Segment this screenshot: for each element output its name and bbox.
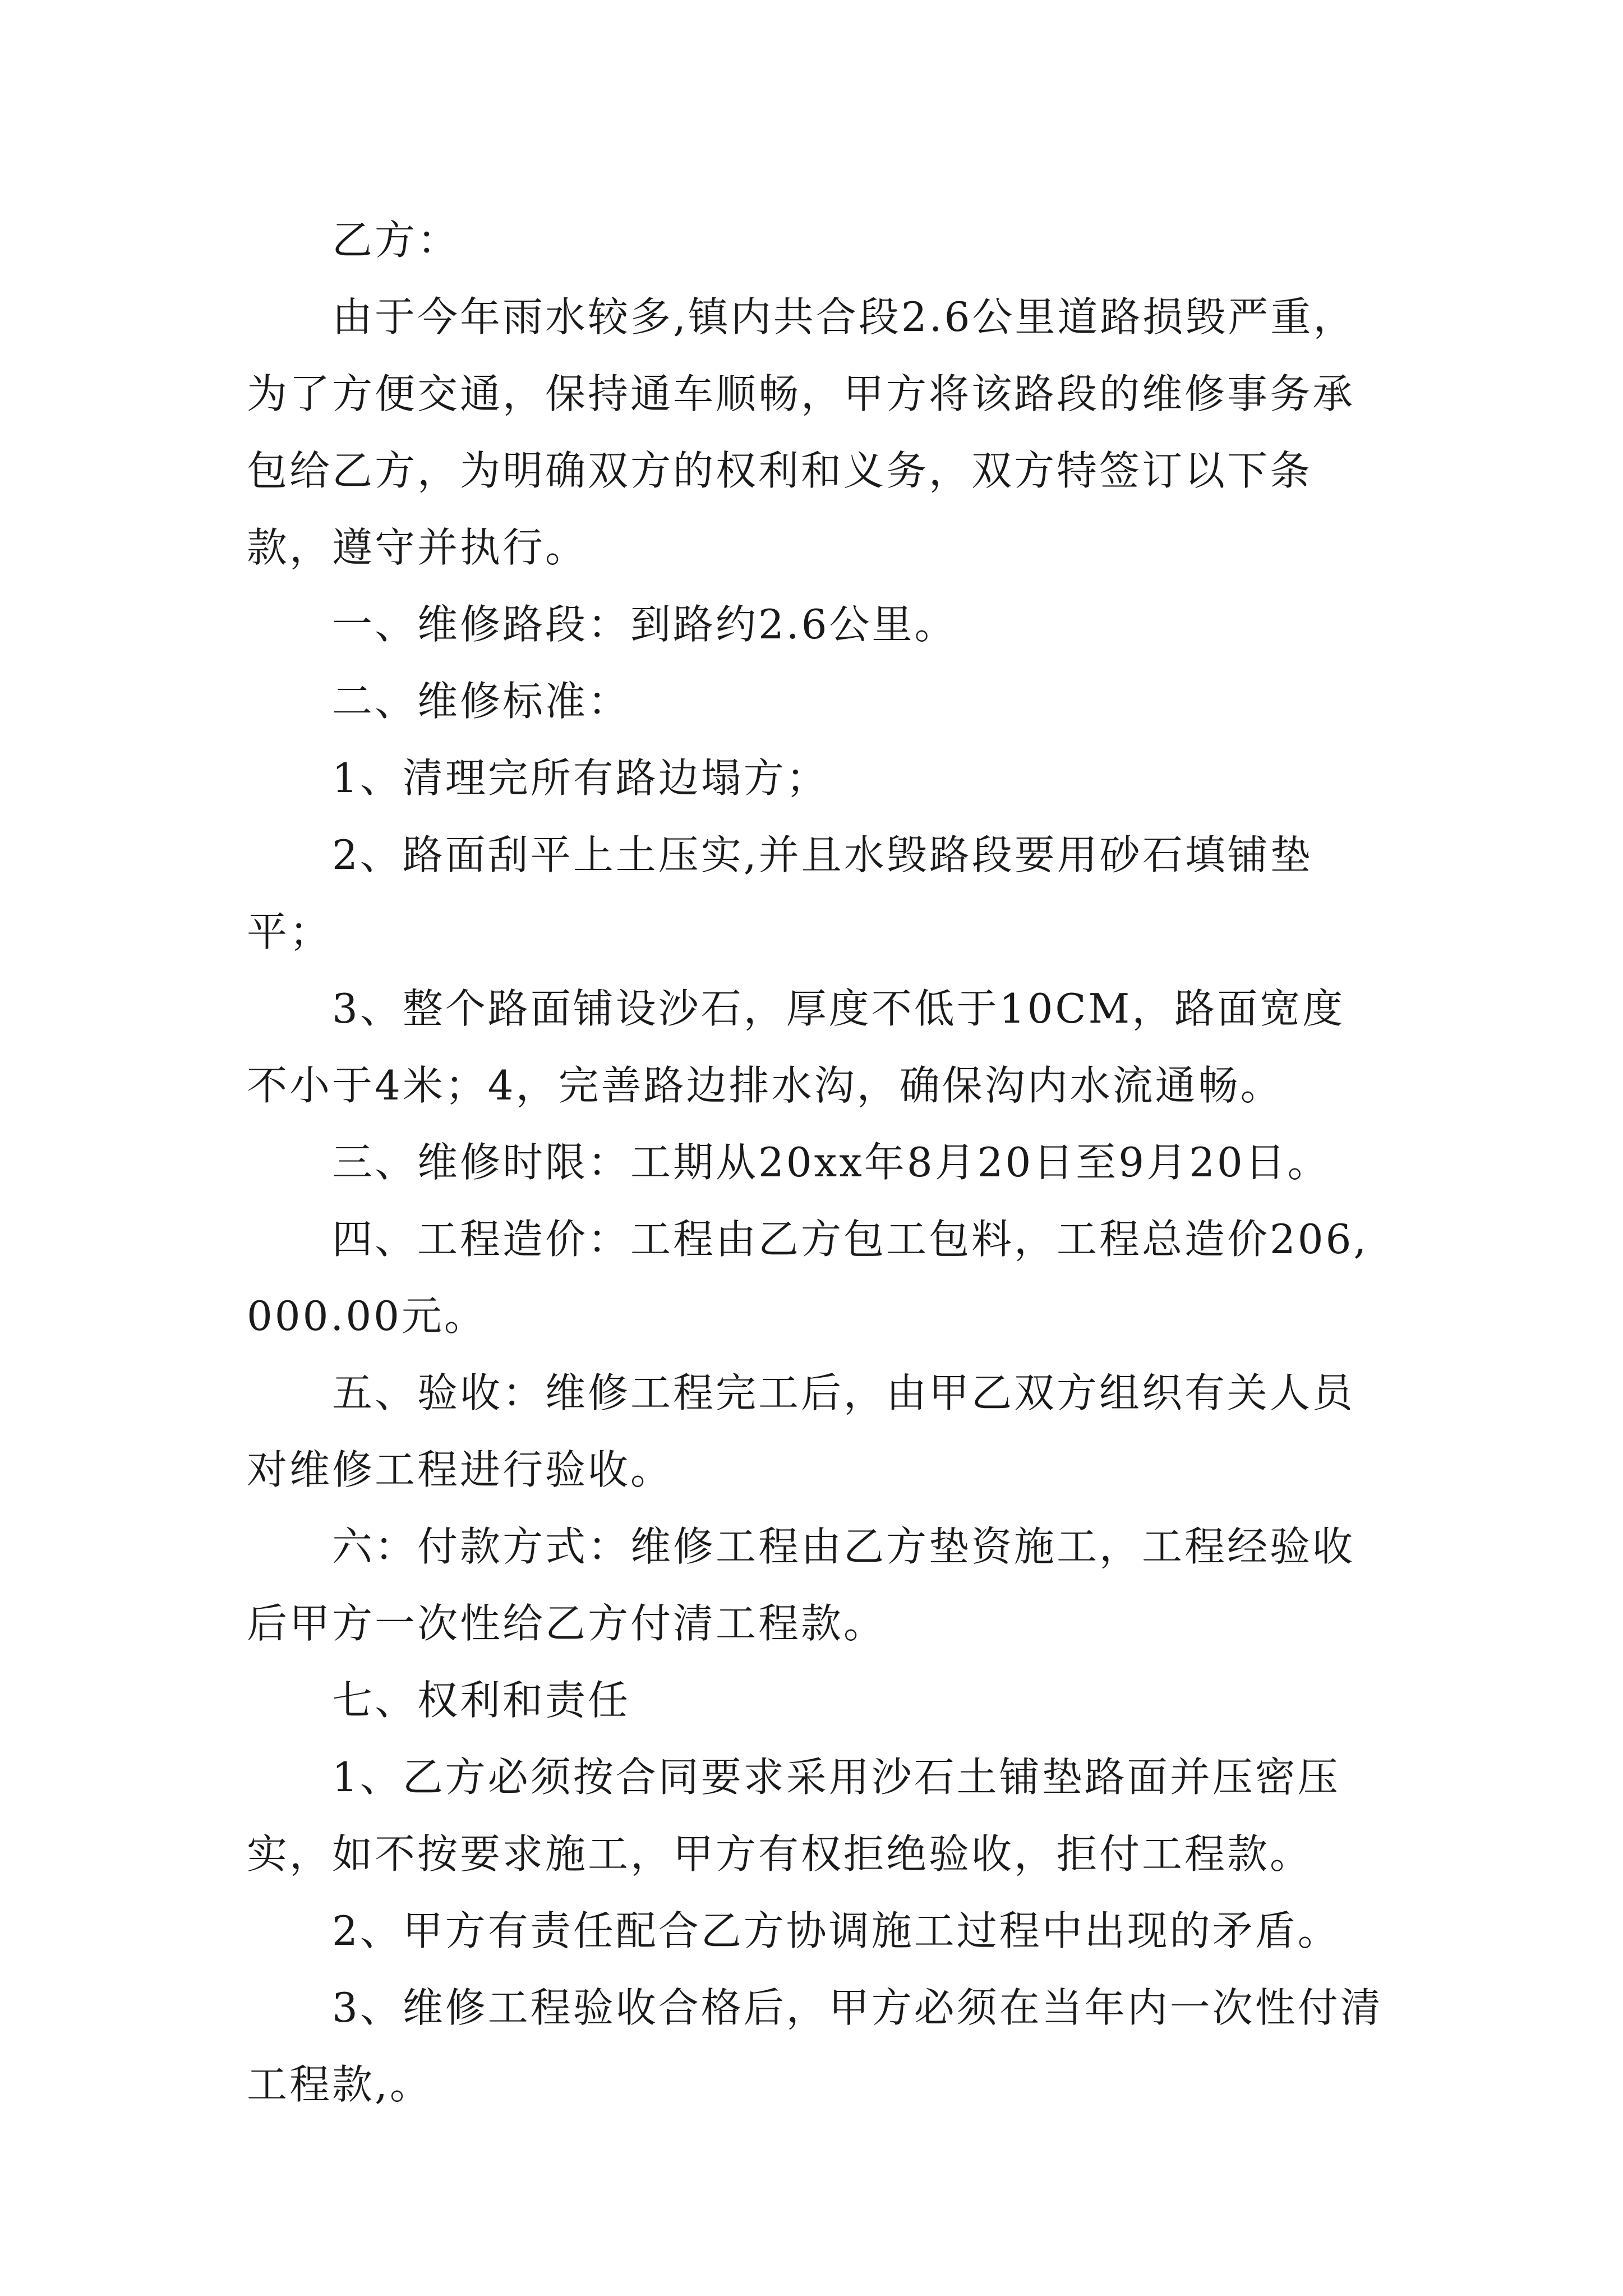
paragraph-section-5-acceptance: 五、验收：维修工程完工后，由甲乙双方组织有关人员对维修工程进行验收。: [247, 1369, 1355, 1493]
paragraph-standard-item-2: 2、路面刮平上土压实,并且水毁路段要用砂石填铺垫平；: [247, 831, 1313, 955]
paragraph-standard-item-1: 1、清理完所有路边塌方；: [332, 754, 829, 802]
paragraph-section-7-rights: 七、权利和责任: [332, 1677, 631, 1724]
paragraph-rights-item-1: 1、乙方必须按合同要求采用沙石土铺垫路面并压密压实，如不按要求施工，甲方有权拒绝验收，拒付工程款。: [247, 1754, 1340, 1878]
document-body: [247, 202, 1385, 2123]
paragraph-section-2-standard: 二、维修标准：: [332, 678, 631, 725]
paragraph-party-b: 乙方：: [332, 217, 460, 264]
paragraph-section-3-timeline: 三、维修时限：工期从20xx年8月20日至9月20日。: [332, 1139, 1330, 1186]
paragraph-section-6-payment: 六：付款方式：维修工程由乙方垫资施工，工程经验收后甲方一次性给乙方付清工程款。: [247, 1523, 1355, 1647]
paragraph-standard-item-3-4: 3、整个路面铺设沙石，厚度不低于10CM，路面宽度不小于4米；4，完善路边排水沟，确保沟内水流通畅。: [247, 985, 1345, 1109]
paragraph-section-4-cost: 四、工程造价：工程由乙方包工包料，工程总造价206,000.00元。: [247, 1216, 1369, 1340]
paragraph-background: 由于今年雨水较多,镇内共合段2.6公里道路损毁严重，为了方便交通，保持通车顺畅，甲方将该路段的维修事务承包给乙方，为明确双方的权利和义务，双方特签订以下条款，遵守并执行。: [247, 293, 1356, 571]
paragraph-section-1-road: 一、维修路段：到路约2.6公里。: [332, 601, 957, 648]
paragraph-rights-item-3: 3、维修工程验收合格后，甲方必须在当年内一次性付清工程款,。: [247, 1984, 1383, 2108]
paragraph-rights-item-2: 2、甲方有责任配合乙方协调施工过程中出现的矛盾。: [332, 1907, 1340, 1954]
